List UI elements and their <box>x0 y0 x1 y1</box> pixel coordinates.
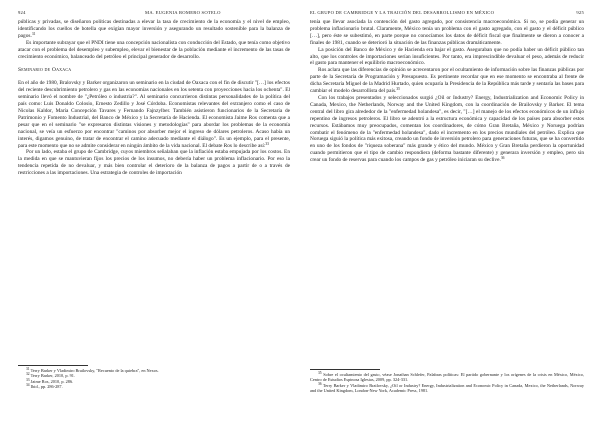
right-page-number: 925 <box>576 10 584 15</box>
footnote: $^{31}$ Terry Barker y Vladimiro Brailovsky, "Recuento de la quiebra", en Nexos. <box>26 367 159 373</box>
paragraph: Por un lado, estaba el grupo de Cambridge, cuyos miembros señalaban que la inflación estaba empujada por los costos. En la medida en que se mantuvieran fijos los precios de los insumos, no debería haber un problema inflacionario. Por eso la tendencia repetida de no devaluar, y más bien controlar el deterioro de la balanza de pagos a partir de o a través de restricciones a las importaciones. Una estrategia de controles de importación <box>18 149 290 177</box>
right-footnotes <box>310 369 584 394</box>
footnote-rule <box>18 365 88 366</box>
footnote: $^{35}$ Sobre el ocultamiento del gasto, véase Jonathan Schlefer, Palabras políticas: El partido gobernante y los orígenes de la crisis en México, México, Centro de Estudios Espinosa Iglesias, 2009, pp. 324-331. <box>310 371 584 383</box>
paragraph: Con los trabajos presentados y seleccionados surgió ¿Oil or Industry? Energy, Industrialization and Economic Policy in Canada, Mexico, the Netherlands, Norway and the United Kingdom, con la coordinación de Brailovsky y Barker. El tema central del libro gira alrededor de la "enfermedad holandesa", es decir, "[…] el manejo de los efectos económicos de un influjo repentino de ingresos petroleros. El libro se adentró a la estructura económica y capacidad de los países para absorber estos recursos. Estábamos muy preocupados, comentan los coordinadores, de cómo Gran Bretaña, México y Noruega podrían combatir el fenómeno de la "enfermedad holandesa", dado el incremento en los precios mundiales del petróleo. Explica que Noruega siguió la política más exitosa, creando un fondo de inversión petrolero para generaciones futuras, que se ha convertido en uno de los fondos de "riqueza soberana" más grande y ético del mundo. México y Gran Bretaña perdieron la oportunidad cuando permitieron que el tipo de cambio respondiera (deforma bastante diferente) y generara inversión y empleo, pero sin crear un fondo de reservas para cuando los campos de gas y petróleo iniciaran su declive.$^{36}$ <box>310 94 584 164</box>
paragraph: tenía que llevar asociada la contención del gasto agregado, por consistencia macroeconómica. Si no, se podía generar un problema inflacionario brutal. Claramente, México tenía un problema con el gasto agregado, con el gasto y el déficit público […], pero éste se subestimó, en parte porque no conocíamos los datos de déficit fiscal que finalmente se dieron a conocer a finales de 1981, cuando se deterioró la situación de las finanzas públicas dramáticamente. <box>310 19 584 46</box>
paragraph: En el año de 1980, Bralovsky y Barker organizaron un seminario en la ciudad de Oaxaca con el fin de discutir "[…] los efectos del reciente descubrimiento petrolero y gas en las economías nacionales en los setenta con proyecciones hacia los ochenta". El seminario llevó el nombre de "¿Petróleo o industria?". Al seminario concurrieron distintas personalidades de la política del país como: Luis Donaldo Colosio, Ernesto Zedillo y José Córdoba. Economistas relevantes del extranjero como el caso de Nicolas Kaldor, María Concepción Tavares y Fernando Fajnzylber. También asistieron funcionarios de la Secretaría de Patrimonio y Fomento Industrial, del Banco de México y la Secretaría de Hacienda. El economista Jaime Ros comenta que a pesar que en el seminario "se expresaron distintas visiones y metodologías" para abordar los problemas de la economía nacional, se veía un esfuerzo por encontrar "caminos por absorber mejor el ingreso de dólares petroleros. Acaso había un interés, digamos genuino, de tratar de encontrar el camino adecuado mediante el diálogo". Es un ejemplo, para el presente, para este momento que no se admite considerar en ningún ámbito de la vida nacional. El debate Ros lo describe así:$^{33}$ <box>18 80 290 149</box>
left-page-number: 924 <box>18 10 26 15</box>
footnote: $^{33}$ Jaime Ros, 2010, p. 286. <box>26 377 74 384</box>
paragraph: Ros aclara que las diferencias de opinión se acrecentaron por el ocultamiento de información sobre las finanzas públicas por parte de la Secretaría de Programación y Presupuesto. Es pertinente recordar que en ese momento se encontraba al frente de dicha Secretaría Miguel de la Madrid Hurtado, quien ocuparía la Presidencia de la República más tarde y sentaría las bases para cambiar el modelo desarrollista del país.$^{35}$ <box>310 67 584 95</box>
right-running-head <box>310 6 584 15</box>
right-page <box>300 0 600 431</box>
left-page-body <box>18 19 290 177</box>
left-running-head <box>18 6 290 15</box>
paragraph: Es importante subrayar que el PNDI tiene una concepción nacionalista con conducción del Estado, que tenía como objetivo atacar con el problema del desempleo y subempleo, elevar el bienestar de la población mediante el incremento de las tasas de crecimiento económico, balanceado del petróleo el principal generador de desarrollo. <box>18 39 290 60</box>
right-running-title: EL GRUPO DE CAMBRIDGE Y LA TRAICIÓN DEL DESARROLLISMO EN MÉXICO <box>310 10 495 15</box>
footnote: $^{36}$ Terry Barker y Vladimiro Brailovsky, ¿Oil or Industry? Energy, Industrialization and Economic Policy in Canada, Mexico, the Netherlands, Norway and the United Kingdom, London-New York, Academic Press, 1981. <box>310 381 584 394</box>
footnote-rule <box>310 369 380 370</box>
paragraph: La posición del Banco de México y de Hacienda era bajar el gasto. Aseguraban que no podía haber un déficit público tan alto, que los controles de importaciones serían insuficientes. Por tanto, era imprescindible devaluar el peso, además de reducir el gasto para mantener el equilibrio macroeconómico. <box>310 46 584 67</box>
paragraph: públicas y privadas, se diseñaron políticas destinadas a elevar la tasa de crecimiento de la economía y el nivel de empleo, identificando los cuellos de botella que exigían mayor inversión y asegurando un resultado sostenible para la balanza de pagos.$^{31}$ <box>18 19 290 39</box>
footnote: $^{32}$ Terry Barker, 2010, p. 91. <box>26 372 75 379</box>
section-title: Seminario de Oaxaca <box>18 67 72 74</box>
left-footnotes <box>18 365 290 390</box>
right-page-body <box>310 19 584 164</box>
footnote: $^{34}$ Ibid., pp. 286-287. <box>26 383 63 390</box>
left-running-title: MA. EUGENIA ROMERO SOTELO <box>144 10 221 15</box>
